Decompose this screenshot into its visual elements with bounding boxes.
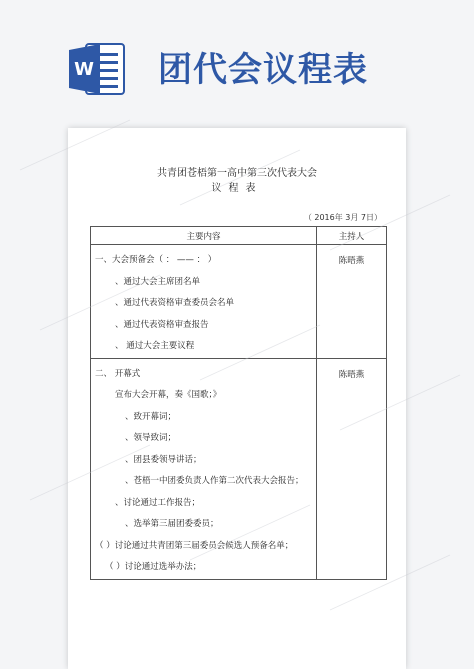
agenda-line: 、通过代表资格审查报告: [115, 319, 209, 330]
agenda-section-content: [91, 245, 317, 359]
agenda-host: 陈晤燕: [317, 358, 387, 579]
header-host: 主持人: [317, 227, 387, 245]
document-date: （ 2016年 3月 7日）: [303, 213, 382, 222]
agenda-line: （ ）讨论通过共青团第三届委员会候选人预备名单；: [95, 540, 294, 551]
agenda-line: 、 通过大会主要议程: [115, 341, 195, 351]
table-row: [91, 358, 387, 579]
document-page: [68, 128, 406, 669]
agenda-line: 、通过大会主席团名单: [115, 276, 201, 287]
document-title: 共青团苍梧第一高中第三次代表大会: [157, 168, 317, 179]
agenda-line: 、领导致词；: [125, 433, 177, 443]
header-banner: [0, 0, 474, 120]
agenda-table: [90, 226, 387, 580]
agenda-line: 、选举第三届团委委员；: [125, 519, 219, 529]
agenda-line: 一、大会预备会（ ： —— ： ）: [95, 255, 217, 265]
agenda-line: 、苍梧一中团委负责人作第二次代表大会报告；: [125, 476, 304, 486]
agenda-line: 宣布大会开幕，奏《国歌；》: [115, 390, 222, 400]
agenda-host: 陈晤燕: [317, 245, 387, 359]
agenda-line: 、讨论通过工作报告；: [115, 497, 201, 508]
table-row: [91, 245, 387, 359]
agenda-section-content: [91, 358, 317, 579]
agenda-line: 、团县委领导讲话；: [125, 454, 202, 465]
page-title: 团代会议程表: [158, 50, 368, 90]
header-content: 主要内容: [91, 227, 317, 245]
agenda-line: 、致开幕词；: [125, 411, 177, 422]
agenda-line: 二、 开幕式: [95, 368, 141, 379]
word-document-icon: [66, 38, 128, 100]
document-subtitle: 议程表: [211, 183, 263, 194]
agenda-line: （ ）讨论通过选举办法；: [105, 562, 202, 572]
svg-text:W: W: [74, 59, 94, 80]
table-header-row: [91, 227, 387, 245]
agenda-line: 、通过代表资格审查委员会名单: [115, 298, 235, 308]
